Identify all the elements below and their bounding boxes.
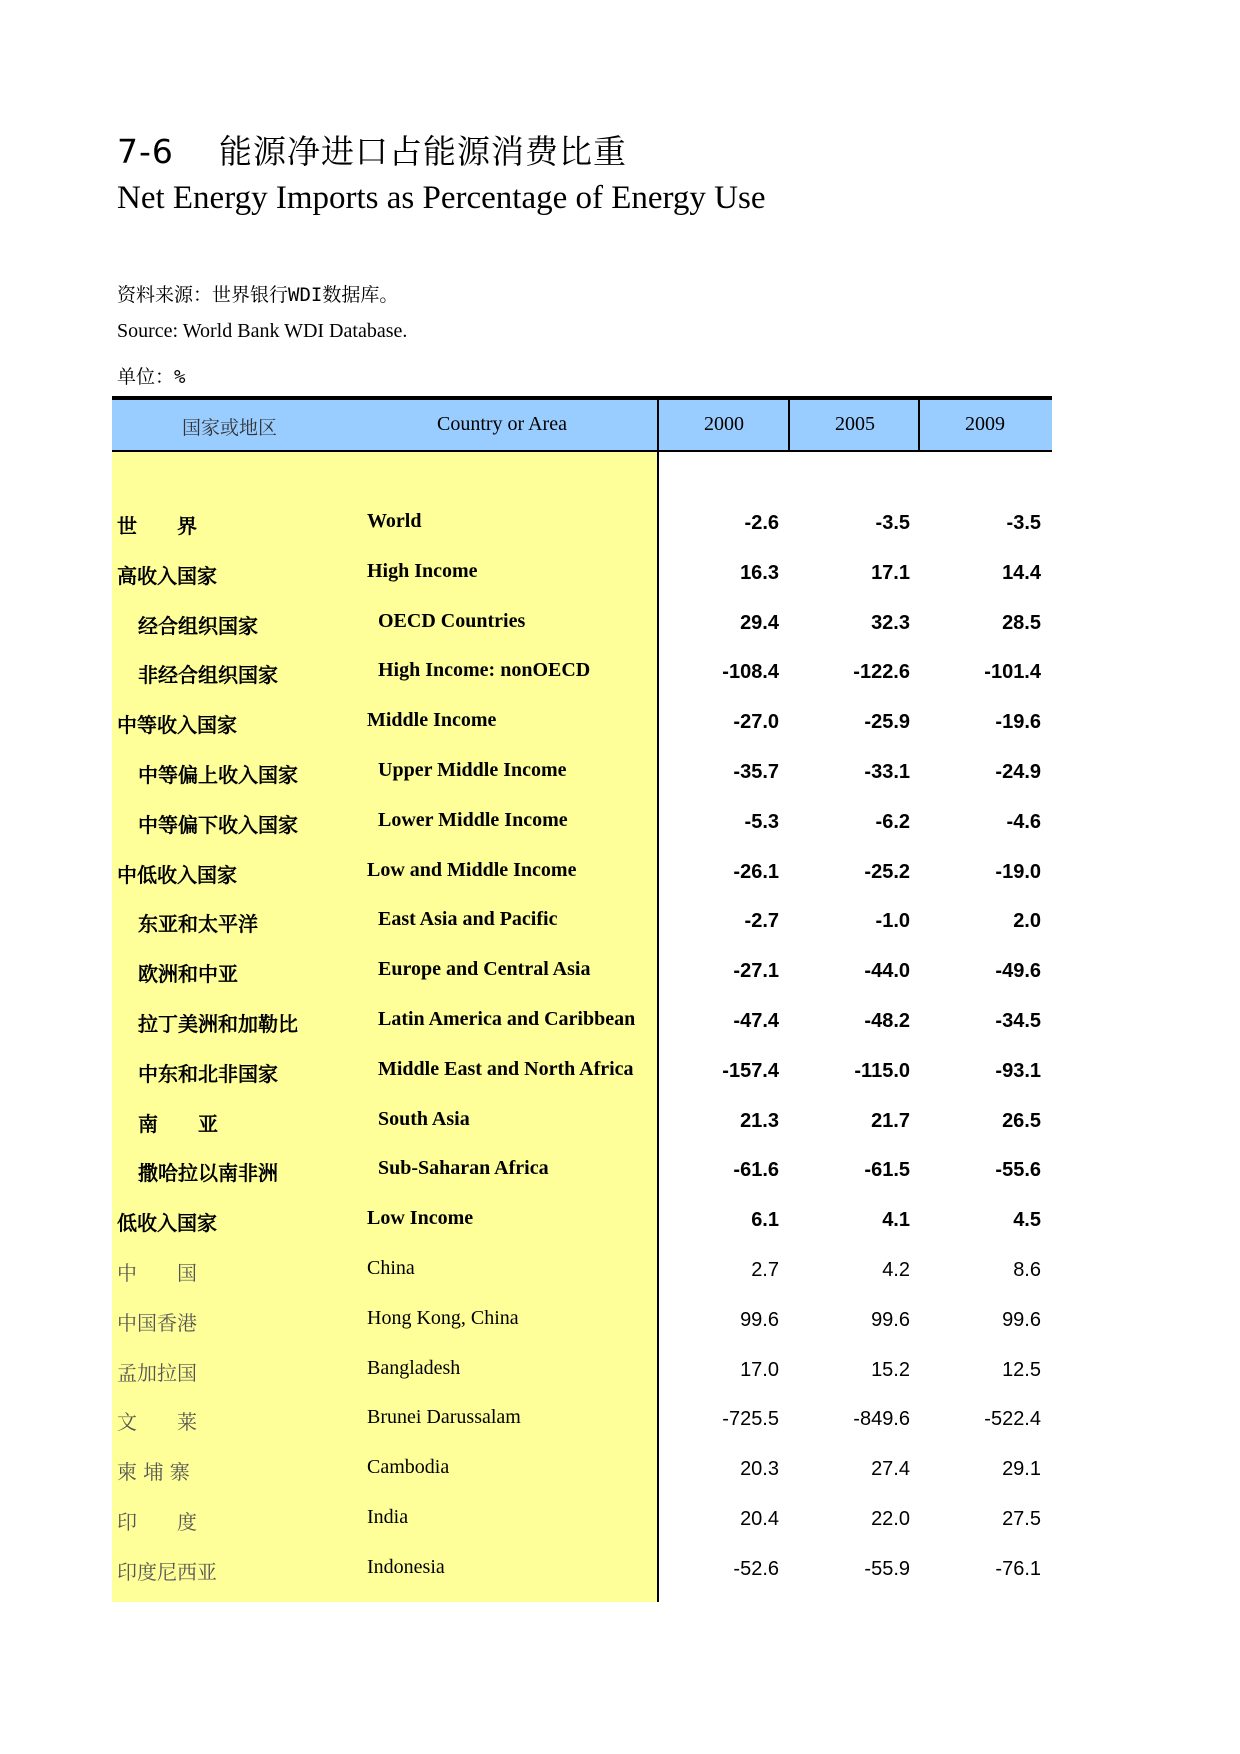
header-year-2005: 2005	[835, 413, 875, 435]
value-2000: -35.7	[733, 761, 779, 783]
row-label-cn: 世 界	[117, 514, 197, 538]
row-label-en: Hong Kong, China	[367, 1306, 519, 1329]
value-2009: -4.6	[1006, 810, 1041, 833]
value-2009: -55.6	[995, 1159, 1041, 1182]
value-2005: 32.3	[871, 611, 910, 634]
value-2000: 20.4	[740, 1508, 779, 1530]
row-label-en: World	[367, 510, 422, 532]
value-2000: -108.4	[722, 661, 779, 684]
value-2005: 21.7	[871, 1109, 910, 1132]
value-2005: 15.2	[871, 1358, 910, 1381]
value-2005: -115.0	[854, 1059, 910, 1082]
row-label-cn: 印度尼西亚	[117, 1559, 217, 1584]
header-divider	[657, 400, 659, 450]
table-row	[112, 1100, 1052, 1144]
row-label-cn: 非经合组织国家	[138, 663, 278, 688]
value-2000: 6.1	[751, 1209, 779, 1232]
row-label-en: Europe and Central Asia	[378, 958, 591, 981]
table-row	[112, 1000, 1052, 1044]
value-2009: 4.5	[1013, 1209, 1041, 1232]
header-country-en: Country or Area	[437, 413, 567, 435]
table-row	[112, 1498, 1052, 1542]
value-2005: -6.2	[875, 810, 910, 833]
table-row	[112, 1149, 1052, 1193]
header-country-cn: 国家或地区	[182, 417, 278, 439]
row-label-en: Cambodia	[367, 1456, 450, 1479]
row-label-cn: 柬 埔 寨	[117, 1460, 190, 1485]
table-row	[112, 801, 1052, 845]
row-label-cn: 中东和北非国家	[138, 1061, 278, 1086]
value-2009: 2.0	[1013, 910, 1041, 933]
value-2009: -76.1	[995, 1557, 1041, 1580]
table-row	[112, 1249, 1052, 1293]
value-2009: 28.5	[1002, 611, 1041, 634]
row-label-cn: 撒哈拉以南非洲	[138, 1161, 278, 1186]
value-2009: 29.1	[1002, 1458, 1041, 1481]
value-2009: -522.4	[984, 1408, 1041, 1431]
row-label-cn: 低收入国家	[117, 1211, 217, 1236]
value-2000: -52.6	[733, 1557, 779, 1580]
value-2005: -33.1	[864, 761, 910, 783]
header-year-2000: 2000	[704, 413, 744, 435]
value-2000: -27.1	[733, 960, 779, 983]
row-label-en: Low Income	[367, 1207, 474, 1230]
row-label-cn: 中等偏上收入国家	[138, 763, 298, 787]
table-row	[112, 1448, 1052, 1492]
value-2005: 4.2	[882, 1259, 910, 1281]
table-row	[112, 502, 1052, 546]
value-2000: 2.7	[751, 1259, 779, 1281]
row-label-cn: 中国香港	[117, 1310, 197, 1335]
value-2000: -27.0	[733, 711, 779, 734]
value-2009: 14.4	[1002, 561, 1041, 584]
header-divider	[788, 400, 790, 450]
value-2000: 99.6	[740, 1308, 779, 1331]
value-2009: -34.5	[995, 1010, 1041, 1032]
row-label-cn: 文 莱	[117, 1410, 197, 1435]
table-row	[112, 1398, 1052, 1442]
value-2009: -101.4	[984, 661, 1041, 684]
value-2009: 8.6	[1013, 1259, 1041, 1281]
row-label-cn: 中低收入国家	[117, 862, 237, 887]
value-2000: -47.4	[733, 1010, 779, 1032]
value-2009: -3.5	[1006, 512, 1041, 534]
value-2009: -19.0	[995, 860, 1041, 883]
value-2009: 27.5	[1002, 1508, 1041, 1530]
row-label-cn: 中等偏下收入国家	[138, 812, 298, 837]
value-2005: -25.2	[864, 860, 910, 883]
value-2005: 17.1	[871, 561, 910, 584]
row-label-cn: 印 度	[117, 1510, 197, 1534]
row-label-cn: 高收入国家	[117, 563, 217, 588]
row-label-cn: 欧洲和中亚	[138, 962, 238, 987]
value-2009: 26.5	[1002, 1109, 1041, 1132]
row-label-en: High Income	[367, 559, 478, 582]
row-label-en: OECD Countries	[378, 609, 526, 632]
value-2000: 21.3	[740, 1109, 779, 1132]
row-label-en: Latin America and Caribbean	[378, 1008, 636, 1030]
row-label-cn: 中 国	[117, 1261, 197, 1285]
header-year-2009: 2009	[965, 413, 1005, 435]
value-2009: -19.6	[995, 711, 1041, 734]
row-label-cn: 孟加拉国	[117, 1360, 197, 1385]
row-label-en: Lower Middle Income	[378, 808, 568, 831]
value-2000: -61.6	[733, 1159, 779, 1182]
value-2000: -5.3	[744, 810, 779, 833]
value-2000: 17.0	[740, 1358, 779, 1381]
value-2005: -1.0	[875, 910, 910, 933]
row-label-cn: 经合组织国家	[138, 613, 258, 638]
value-2005: -849.6	[853, 1408, 910, 1431]
value-2000: 16.3	[740, 561, 779, 584]
value-2009: 99.6	[1002, 1308, 1041, 1331]
row-label-cn: 中等收入国家	[117, 713, 237, 738]
table-row	[112, 751, 1052, 795]
value-2005: -55.9	[864, 1557, 910, 1580]
page-title-en: Net Energy Imports as Percentage of Energy Use	[117, 180, 766, 216]
row-label-en: China	[367, 1257, 415, 1279]
value-2000: 20.3	[740, 1458, 779, 1481]
table-row	[112, 1548, 1052, 1592]
value-2000: -725.5	[722, 1408, 779, 1431]
row-label-en: East Asia and Pacific	[378, 908, 558, 931]
page-title-cn	[117, 126, 627, 173]
row-label-en: Low and Middle Income	[367, 858, 577, 881]
value-2005: -48.2	[864, 1010, 910, 1032]
row-label-en: Upper Middle Income	[378, 759, 567, 781]
value-2005: 27.4	[871, 1458, 910, 1481]
row-label-en: Bangladesh	[367, 1356, 461, 1379]
value-2005: -25.9	[864, 711, 910, 734]
table-header	[112, 400, 1052, 452]
value-2005: 4.1	[882, 1209, 910, 1232]
table-row	[112, 851, 1052, 895]
row-label-cn: 东亚和太平洋	[138, 912, 258, 937]
value-2009: 12.5	[1002, 1358, 1041, 1381]
table-row	[112, 1299, 1052, 1343]
value-2000: -2.6	[744, 512, 779, 534]
source-cn: 资料来源：世界银行WDI数据库。	[117, 284, 399, 306]
value-2009: -24.9	[995, 761, 1041, 783]
table-row	[112, 1050, 1052, 1094]
header-divider	[918, 400, 920, 450]
row-label-en: India	[367, 1506, 409, 1528]
table-row	[112, 950, 1052, 994]
value-2005: -44.0	[864, 960, 910, 983]
row-label-en: Middle East and North Africa	[378, 1057, 634, 1080]
table-row	[112, 552, 1052, 596]
row-label-en: High Income: nonOECD	[378, 659, 591, 682]
row-label-en: Sub-Saharan Africa	[378, 1157, 549, 1180]
value-2009: -49.6	[995, 960, 1041, 983]
row-label-en: Middle Income	[367, 709, 497, 732]
value-2000: 29.4	[740, 611, 779, 634]
value-2000: -157.4	[722, 1059, 779, 1082]
value-2000: -2.7	[744, 910, 779, 933]
row-label-en: South Asia	[378, 1107, 470, 1130]
row-label-en: Brunei Darussalam	[367, 1406, 521, 1429]
value-2005: -61.5	[864, 1159, 910, 1182]
table-row	[112, 1199, 1052, 1243]
row-label-cn: 拉丁美洲和加勒比	[138, 1012, 298, 1036]
value-2005: -3.5	[875, 512, 910, 534]
value-2005: -122.6	[853, 661, 910, 684]
unit-label: 单位：%	[117, 366, 186, 388]
table-row	[112, 1349, 1052, 1393]
source-en: Source: World Bank WDI Database.	[117, 320, 408, 342]
value-2009: -93.1	[995, 1059, 1041, 1082]
row-label-en: Indonesia	[367, 1555, 445, 1578]
table-row	[112, 602, 1052, 646]
data-table	[112, 396, 1052, 1584]
value-2000: -26.1	[733, 860, 779, 883]
value-2005: 99.6	[871, 1308, 910, 1331]
table-row	[112, 900, 1052, 944]
table-row	[112, 701, 1052, 745]
value-2005: 22.0	[871, 1508, 910, 1530]
table-row	[112, 651, 1052, 695]
title-cn-text: 能源净进口占能源消费比重	[219, 132, 627, 171]
row-label-cn: 南 亚	[138, 1111, 218, 1136]
table-number: 7-6	[117, 132, 174, 171]
